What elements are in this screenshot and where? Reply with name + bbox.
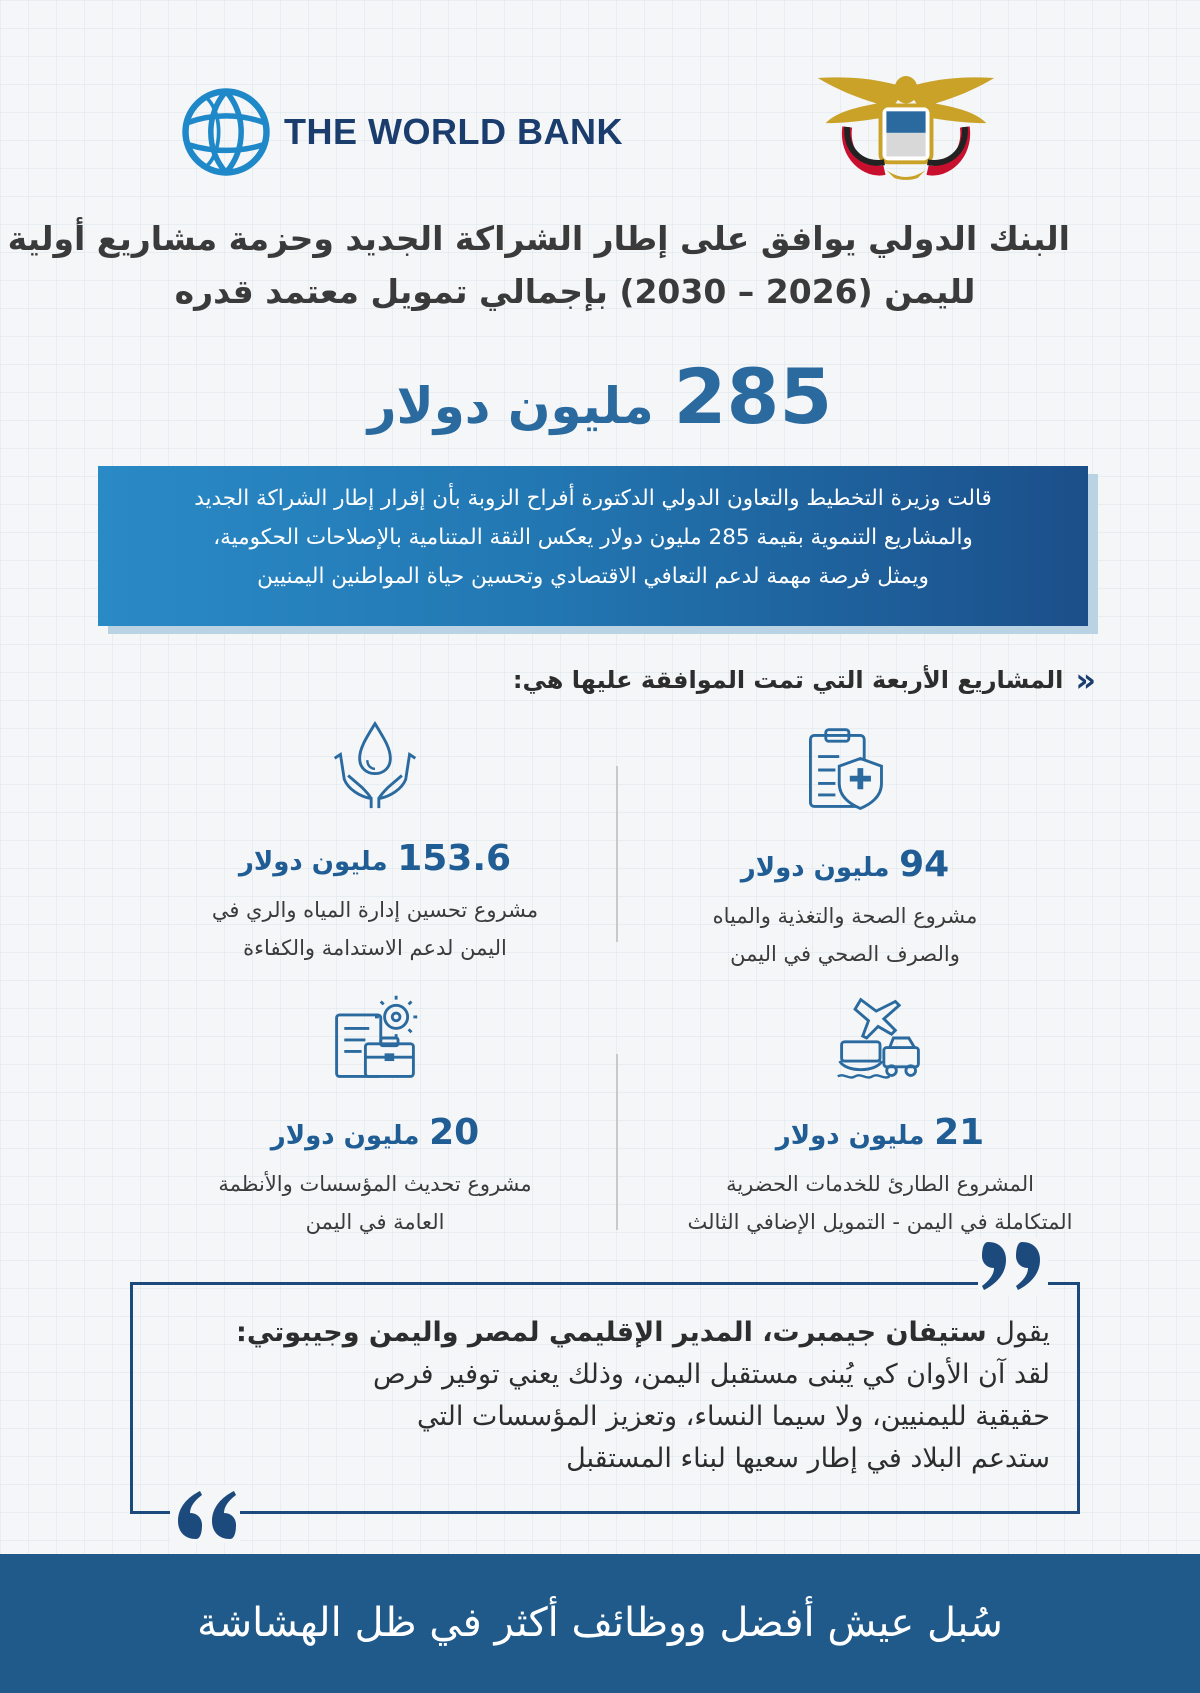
banner-line-3: ويمثل فرصة مهمة لدعم التعافي الاقتصادي وتحسين حياة المواطنين اليمنيين [257,564,929,589]
world-bank-wordmark: THE WORLD BANK [284,111,623,152]
quote-speaker: ستيفان جيمبرت، المدير الإقليمي لمصر واليمن وجيبوتي: [236,1317,987,1348]
project-description-line-2: العامة في اليمن [305,1210,445,1234]
project-amount-number: 20 [429,1112,480,1153]
total-amount [200,352,1000,441]
project-amount [600,844,1090,885]
headline [7,212,1070,318]
quote-line-3: ستدعم البلاد في إطار سعيها لبناء المستقبل [566,1443,1050,1474]
total-amount-number: 285 [673,352,833,441]
quote-text [170,1312,1050,1480]
minister-statement-banner [98,466,1088,626]
project-amount-number: 94 [899,844,950,885]
project-description-line-1: مشروع الصحة والتغذية والمياه [712,904,978,928]
project-card-water [130,716,620,967]
institutions-documents-icon [327,990,423,1086]
project-description-line-2: اليمن لدعم الاستدامة والكفاءة [243,936,507,960]
project-description [600,897,1090,973]
project-description-line-1: المشروع الطارئ للخدمات الحضرية [726,1172,1034,1196]
health-clipboard-icon [797,722,893,818]
project-amount [130,838,620,879]
banner-line-2: والمشاريع التنموية بقيمة 285 مليون دولار يعكس الثقة المتنامية بالإصلاحات الحكومية، [213,525,973,550]
headline-line-1: البنك الدولي يوافق على إطار الشراكة الجديد وحزمة مشاريع أولية [7,219,1070,258]
quote-line-1: لقد آن الأوان كي يُبنى مستقبل اليمن، وذلك يعني توفير فرص [373,1359,1050,1390]
double-chevron-icon: « [1075,661,1096,699]
quote-attribution [170,1312,1050,1354]
section-title-text: المشاريع الأربعة التي تمت الموافقة عليها هي: [512,666,1064,694]
globe-icon [180,86,272,178]
project-description [600,1165,1160,1241]
project-card-institutions [130,990,620,1241]
footer-banner: سُبل عيش أفضل ووظائف أكثر في ظل الهشاشة [0,1554,1200,1693]
project-amount [600,1112,1160,1153]
headline-line-2: لليمن (2026 – 2030) بإجمالي تمويل معتمد قدره [174,272,976,311]
water-drop-hands-icon [327,716,423,812]
project-description-line-1: مشروع تحديث المؤسسات والأنظمة [218,1172,532,1196]
project-description-line-2: والصرف الصحي في اليمن [730,942,960,966]
total-amount-unit: مليون دولار [367,377,654,435]
project-description-line-2: المتكاملة في اليمن - التمويل الإضافي الثالث [687,1210,1073,1234]
section-title [512,661,1096,699]
quote-close-icon [170,1485,240,1543]
eagle-emblem-icon [808,68,1004,186]
project-amount-unit: مليون دولار [775,1121,925,1151]
quote-intro: يقول [986,1317,1050,1348]
banner-line-1: قالت وزيرة التخطيط والتعاون الدولي الدكتورة أفراح الزوبة بأن إقرار إطار الشراكة الجديد [194,486,992,511]
emergency-transport-icon [832,990,928,1086]
project-amount-unit: مليون دولار [740,853,890,883]
project-card-urban-services [600,990,1160,1241]
project-amount-number: 153.6 [397,838,512,879]
project-amount-unit: مليون دولار [238,847,388,877]
project-description-line-1: مشروع تحسين إدارة المياه والري في [211,898,539,922]
world-bank-logo [180,82,650,182]
project-amount-number: 21 [934,1112,985,1153]
project-card-health [600,722,1090,973]
quote-open-icon [978,1238,1048,1296]
project-description [130,1165,620,1241]
quote-line-2: حقيقية لليمنيين، ولا سيما النساء، وتعزيز المؤسسات التي [416,1401,1050,1432]
project-amount-unit: مليون دولار [270,1121,420,1151]
project-description [130,891,620,967]
project-amount [130,1112,620,1153]
